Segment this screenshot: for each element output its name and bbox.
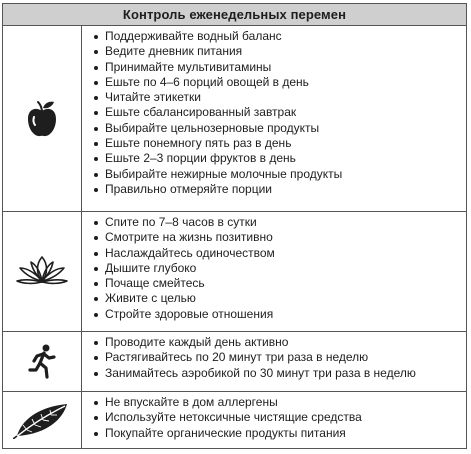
list-item: Используйте нетоксичные чистящие средства	[94, 410, 466, 425]
icon-cell	[3, 26, 82, 211]
list-item: Ешьте 2–3 порции фруктов в день	[94, 151, 466, 166]
list-item: Стройте здоровые отношения	[94, 307, 466, 322]
list-item: Ведите дневник питания	[94, 44, 466, 59]
section-nutrition	[3, 26, 466, 212]
list-item: Поддерживайте водный баланс	[94, 29, 466, 44]
icon-cell	[3, 392, 82, 448]
list-item: Живите с целью	[94, 291, 466, 306]
list-item: Проводите каждый день активно	[94, 335, 466, 350]
list-item: Читайте этикетки	[94, 90, 466, 105]
activity-list	[82, 332, 466, 391]
list-item: Почаще смейтесь	[94, 276, 466, 291]
list-item: Не впускайте в дом аллергены	[94, 395, 466, 410]
section-activity	[3, 332, 466, 392]
list-item: Ешьте понемногу пять раз в день	[94, 136, 466, 151]
list-item: Покупайте органические продукты питания	[94, 426, 466, 441]
list-item: Наслаждайтесь одиночеством	[94, 246, 466, 261]
icon-cell	[3, 332, 82, 391]
mind-list	[82, 212, 466, 331]
list-item: Занимайтесь аэробикой по 30 минут три раза в неделю	[94, 366, 466, 381]
icon-cell	[3, 212, 82, 331]
leaf-icon	[13, 401, 71, 439]
apple-icon	[25, 99, 59, 139]
table-title: Контроль еженедельных перемен	[3, 4, 466, 26]
nutrition-list	[82, 26, 466, 211]
list-item: Дышите глубоко	[94, 261, 466, 276]
list-item: Правильно отмеряйте порции	[94, 182, 466, 197]
environment-list	[82, 392, 466, 448]
weekly-changes-table	[2, 3, 467, 449]
list-item: Ешьте сбалансированный завтрак	[94, 105, 466, 120]
list-item: Спите по 7–8 часов в сутки	[94, 215, 466, 230]
runner-icon	[27, 344, 57, 380]
list-item: Ешьте по 4–6 порций овощей в день	[94, 75, 466, 90]
lotus-icon	[14, 253, 70, 291]
list-item: Выбирайте нежирные молочные продукты	[94, 167, 466, 182]
section-mind	[3, 212, 466, 332]
list-item: Принимайте мультивитамины	[94, 60, 466, 75]
list-item: Растягивайтесь по 20 минут три раза в неделю	[94, 350, 466, 365]
list-item: Смотрите на жизнь позитивно	[94, 230, 466, 245]
list-item: Выбирайте цельнозерновые продукты	[94, 121, 466, 136]
section-environment	[3, 392, 466, 448]
